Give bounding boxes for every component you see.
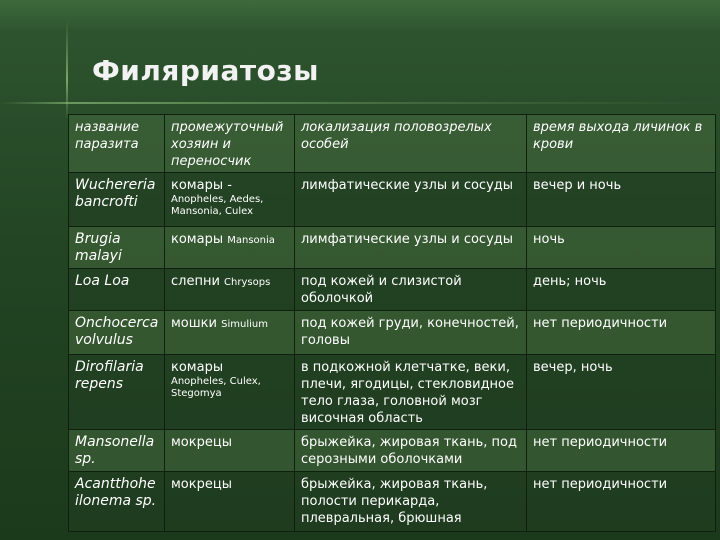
host-main: комары [171,232,224,247]
host-main: мошки [171,316,217,331]
host-main: комары - [171,178,232,193]
localization-cell: лимфатические узлы и сосуды [295,227,527,269]
host-cell: мокрецы [165,430,295,472]
host-cell [165,355,295,430]
localization-cell: под кожей и слизистой оболочкой [295,269,527,311]
parasite-name: Onchocerca volvulus [69,311,165,355]
time-cell: вечер, ночь [527,355,716,430]
host-cell [165,311,295,355]
host-inline: Mansonia [227,235,275,246]
parasite-name: Wuchereria bancrofti [69,173,165,227]
table-row [69,430,716,472]
table-row [69,472,716,532]
time-cell: нет периодичности [527,430,716,472]
parasite-name: Loa Loa [69,269,165,311]
time-cell: нет периодичности [527,472,716,532]
decorative-vertical-line [66,20,68,120]
host-cell: мокрецы [165,472,295,532]
table-row [69,311,716,355]
host-cell [165,173,295,227]
localization-cell: под кожей груди, конечностей, головы [295,311,527,355]
header-cell-parasite: название паразита [69,115,165,173]
time-cell: нет периодичности [527,311,716,355]
table-row [69,173,716,227]
host-sub: Anopheles, Aedes, Mansonia, Culex [171,194,264,217]
host-inline: Simulium [221,319,268,330]
filariasis-table [68,114,716,532]
header-cell-localization: локализация половозрелых особей [295,115,527,173]
parasite-name: Mansonella sp. [69,430,165,472]
table-row [69,227,716,269]
host-cell [165,269,295,311]
table-row [69,355,716,430]
localization-cell: в подкожной клетчатке, веки, плечи, ягодицы, стекловидное тело глаза, головной мозг височная область [295,355,527,430]
localization-cell: брыжейка, жировая ткань, полости перикарда, плевральная, брюшная [295,472,527,532]
host-main: комары [171,360,224,375]
header-cell-time: время выхода личинок в крови [527,115,716,173]
time-cell: день; ночь [527,269,716,311]
parasite-name: Brugia malayi [69,227,165,269]
slide-title: Филяриатозы [92,54,319,87]
host-sub: Anopheles, Culex, Stegomya [171,376,261,399]
time-cell: ночь [527,227,716,269]
host-cell [165,227,295,269]
table-row [69,269,716,311]
header-cell-host: промежуточный хозяин и переносчик [165,115,295,173]
parasite-name: Acantthohe ilonema sp. [69,472,165,532]
localization-cell: брыжейка, жировая ткань, под серозными оболочками [295,430,527,472]
top-band [0,0,720,30]
host-inline: Chrysops [224,277,271,288]
time-cell: вечер и ночь [527,173,716,227]
localization-cell: лимфатические узлы и сосуды [295,173,527,227]
table-header-row [69,115,716,173]
host-main: слепни [171,274,220,289]
decorative-horizontal-line [0,102,720,104]
parasite-name: Dirofilaria repens [69,355,165,430]
